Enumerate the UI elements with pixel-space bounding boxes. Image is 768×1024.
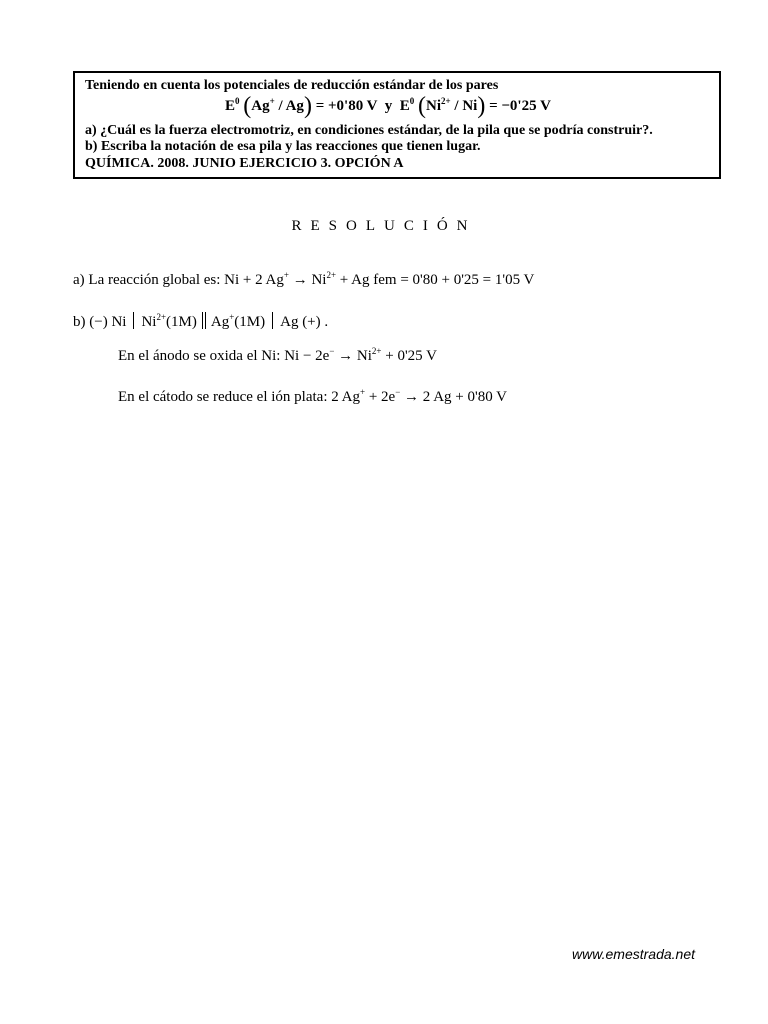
anode-potential: + 0'25 V — [381, 348, 437, 364]
connector-y: y — [384, 98, 393, 114]
e2-pair-rest: / Ni — [450, 98, 478, 114]
e2-symbol: E — [399, 98, 410, 114]
anode-text: En el ánodo se oxida el Ni: Ni − 2e — [118, 348, 330, 364]
cathode-text: En el cátodo se reduce el ión plata: 2 Ag — [118, 389, 360, 405]
anode-arrow: → Ni — [334, 348, 372, 364]
e1-pair-sup: + — [269, 96, 275, 106]
anode-ni-sup: 2+ — [371, 346, 382, 356]
question-b: b) Escriba la notación de esa pila y las reacciones que tienen lugar. — [85, 139, 481, 154]
anode-reaction — [118, 348, 437, 365]
answer-b-ag-sup: + — [229, 312, 235, 322]
answer-a — [73, 272, 534, 289]
footer-url[interactable]: www.emestrada.net — [572, 946, 695, 962]
e1-pair-rest: / Ag — [274, 98, 304, 114]
resolution-heading: RESOLUCIÓN — [291, 218, 477, 234]
standard-potentials: $E^0$ (Ag+ / Ag) = +0'80 V y $E^0$ $(Ni^{2+} / Ni) = -0'25$ V — [225, 93, 551, 119]
answer-b-cell-notation — [73, 312, 328, 331]
cathode-reaction — [118, 389, 507, 406]
cathode-ag-sup: + — [360, 387, 366, 397]
e2-value: = −0'25 V — [489, 98, 551, 114]
e1-pair: Ag — [251, 98, 270, 114]
problem-box — [73, 71, 721, 179]
answer-b-ni-conc: (1M) — [166, 314, 197, 330]
salt-bridge — [202, 312, 206, 329]
e2-pair-sup: 2+ — [441, 96, 451, 106]
answer-a-rest: + Ag fem = 0'80 + 0'25 = 1'05 V — [336, 272, 535, 288]
e1-symbol: E — [225, 98, 236, 114]
answer-a-prefix: a) La reacción global es: Ni + 2 Ag — [73, 272, 284, 288]
answer-a-sup2: 2+ — [326, 270, 337, 280]
answer-b-ag-ion: Ag — [210, 314, 230, 330]
answer-a-sup1: + — [283, 270, 289, 280]
answer-b-ni-ion: Ni — [141, 314, 157, 330]
answer-b-cathode: Ag (+) . — [280, 314, 329, 330]
cathode-rest: → 2 Ag + 0'80 V — [400, 389, 508, 405]
answer-a-arrow: → Ni — [288, 272, 327, 288]
anode-e-sup: − — [329, 346, 335, 356]
e1-value: = +0'80 V — [315, 98, 378, 114]
problem-source: QUÍMICA. 2008. JUNIO EJERCICIO 3. OPCIÓN A — [85, 156, 404, 171]
cathode-e-sup: − — [395, 387, 401, 397]
phase-boundary — [133, 312, 134, 329]
answer-b-ag-conc: (1M) — [234, 314, 266, 330]
cathode-mid: + 2e — [365, 389, 396, 405]
problem-intro: Teniendo en cuenta los potenciales de reducción estándar de los pares — [85, 78, 499, 93]
e1-sup: 0 — [235, 96, 240, 106]
answer-b-prefix: b) (−) Ni — [73, 314, 127, 330]
answer-b-ni-sup: 2+ — [156, 312, 167, 322]
question-a: a) ¿Cuál es la fuerza electromotriz, en condiciones estándar, de la pila que se podría construir?. — [85, 123, 653, 138]
e2-pair: Ni — [426, 98, 442, 114]
phase-boundary — [272, 312, 273, 329]
e2-sup: 0 — [409, 96, 415, 106]
